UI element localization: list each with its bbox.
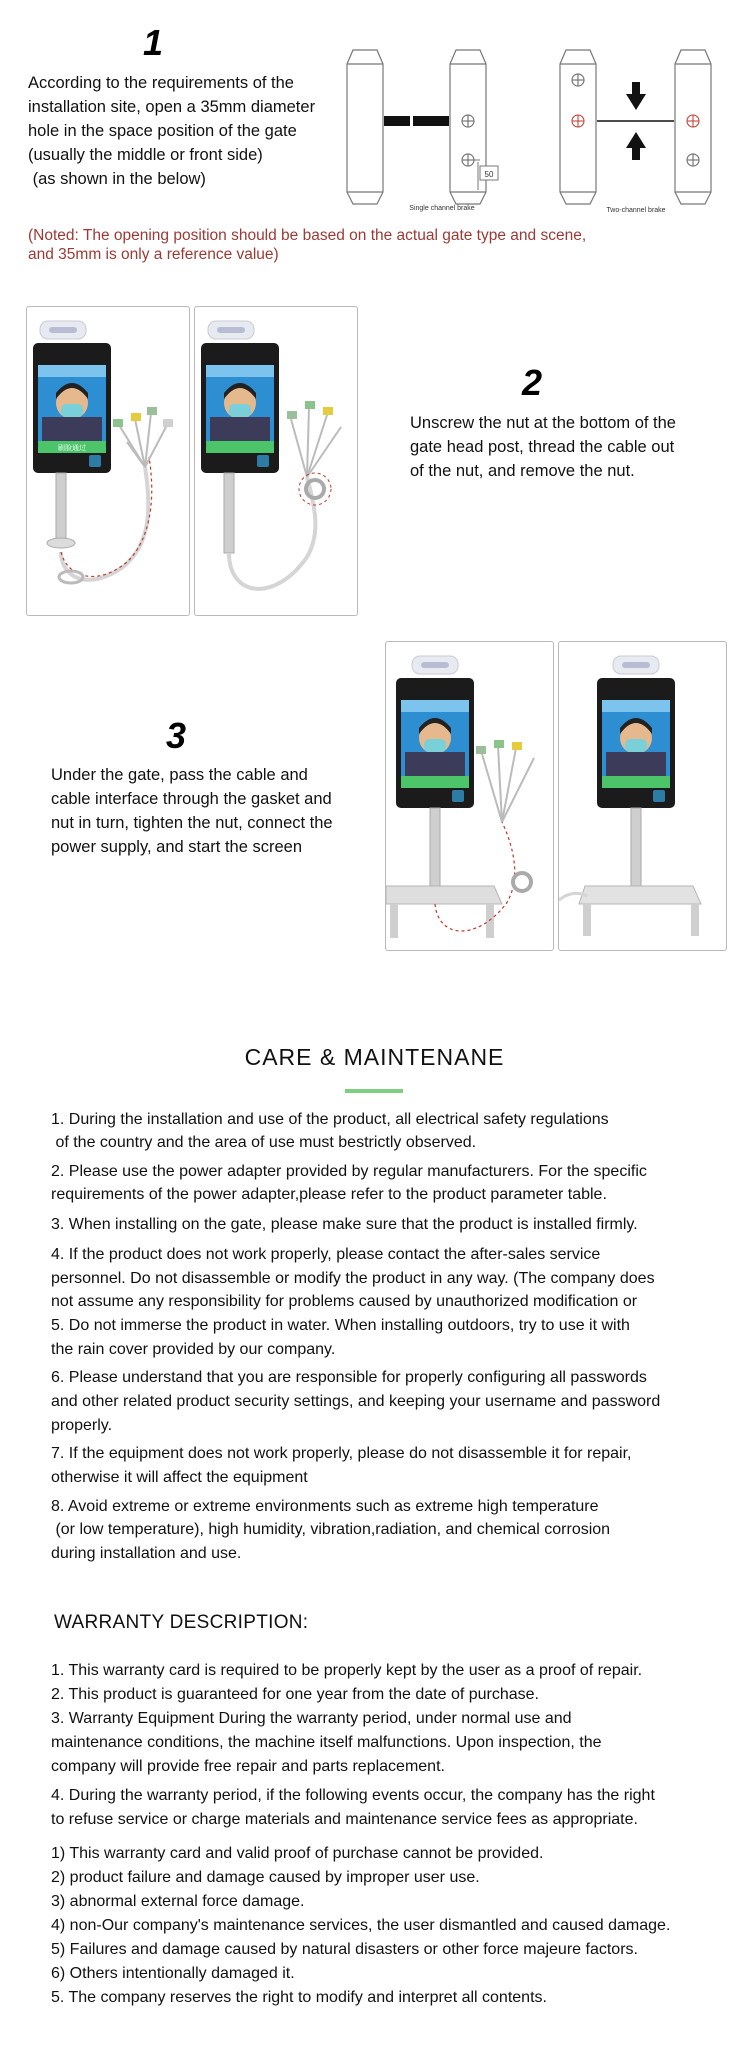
two-channel-gate (560, 50, 711, 204)
step-2-line: of the nut, and remove the nut. (410, 462, 635, 480)
product-photo-cabled (26, 306, 190, 616)
care-line: 3. When installing on the gate, please make sure that the product is installed firmly. (51, 1216, 638, 1233)
warranty-line: 3) abnormal external force damage. (51, 1893, 305, 1910)
barrier-arm (384, 116, 449, 126)
warranty-line: 4) non-Our company's maintenance services, the user dismantled and caused damage. (51, 1917, 671, 1934)
dimension-label: 50 (484, 170, 494, 179)
care-line: (or low temperature), high humidity, vibration,radiation, and chemical corrosion (51, 1521, 611, 1538)
care-line: 5. Do not immerse the product in water. When installing outdoors, try to use it with (51, 1317, 630, 1334)
step-1-line: According to the requirements of the (28, 74, 294, 92)
care-line: the rain cover provided by our company. (51, 1341, 336, 1358)
care-line: 6. Please understand that you are responsible for properly configuring all passwords (51, 1369, 647, 1386)
warranty-line: maintenance conditions, the machine itself malfunctions. Upon inspection, the (51, 1734, 602, 1751)
step-1-line: installation site, open a 35mm diameter (28, 98, 316, 116)
warranty-title: WARRANTY DESCRIPTION: (54, 1612, 309, 1633)
warranty-line: company will provide free repair and parts replacement. (51, 1758, 445, 1775)
warranty-line: 5) Failures and damage caused by natural disasters or other force majeure factors. (51, 1941, 638, 1958)
device-screen-text: 刷脸通过 (58, 445, 86, 452)
care-line: and other related product security settings, and keeping your username and password (51, 1393, 661, 1410)
two-channel-caption: Two-channel brake (606, 207, 666, 214)
warranty-line: to refuse service or charge materials and maintenance service fees as appropriate. (51, 1811, 638, 1828)
step-2-text (410, 411, 730, 483)
step-3-number: 3 (166, 715, 187, 756)
step-1-text (28, 71, 348, 191)
step-3-line: cable interface through the gasket and (51, 790, 332, 808)
care-line: 1. During the installation and use of the product, all electrical safety regulations (51, 1111, 609, 1128)
warranty-line: 2) product failure and damage caused by improper user use. (51, 1869, 480, 1886)
step-1-line: (as shown in the below) (28, 170, 206, 188)
note-line: (Noted: The opening position should be based on the actual gate type and scene, (28, 227, 587, 244)
warranty-line: 5. The company reserves the right to modify and interpret all contents. (51, 1989, 547, 2006)
step-2-line: gate head post, thread the cable out (410, 438, 675, 456)
single-channel-caption: Single channel brake (409, 205, 475, 212)
care-line: personnel. Do not disassemble or modify the product in any way. (The company does (51, 1270, 655, 1287)
warranty-line: 1) This warranty card and valid proof of purchase cannot be provided. (51, 1845, 544, 1862)
care-line: 7. If the equipment does not work properly, please do not disassemble it for repair, (51, 1445, 632, 1462)
step-3-line: nut in turn, tighten the nut, connect the (51, 814, 333, 832)
step-1-note (28, 226, 728, 264)
step-1-line: hole in the space position of the gate (28, 122, 297, 140)
care-title-underline (345, 1089, 403, 1093)
step-3-line: Under the gate, pass the cable and (51, 766, 308, 784)
care-title: CARE & MAINTENANE (244, 1044, 505, 1070)
step-1-line: (usually the middle or front side) (28, 146, 263, 164)
product-photo-nut-removed (194, 306, 358, 616)
care-line: 2. Please use the power adapter provided by regular manufacturers. For the specific (51, 1163, 647, 1180)
step-3-line: power supply, and start the screen (51, 838, 302, 856)
note-line: and 35mm is only a reference value) (28, 246, 279, 263)
warranty-line: 3. Warranty Equipment During the warranty period, under normal use and (51, 1710, 572, 1727)
single-channel-gate (347, 50, 486, 204)
care-line: otherwise it will affect the equipment (51, 1469, 308, 1486)
care-line: 4. If the product does not work properly, please contact the after-sales service (51, 1246, 601, 1263)
warranty-line: 2. This product is guaranteed for one year from the date of purchase. (51, 1686, 539, 1703)
care-line: of the country and the area of use must bestrictly observed. (51, 1134, 477, 1151)
warranty-line: 6) Others intentionally damaged it. (51, 1965, 295, 1982)
care-line: requirements of the power adapter,please refer to the product parameter table. (51, 1186, 607, 1203)
step-1-number: 1 (143, 22, 164, 63)
care-line: properly. (51, 1417, 113, 1434)
arrow-down-icon (626, 82, 646, 110)
care-line: during installation and use. (51, 1545, 242, 1562)
care-line: not assume any responsibility for problems caused by unauthorized modification or (51, 1293, 638, 1310)
gate-drilling-diagram (345, 42, 745, 214)
step-2-line: Unscrew the nut at the bottom of the (410, 414, 676, 432)
product-photo-installed (558, 641, 727, 951)
warranty-line: 1. This warranty card is required to be properly kept by the user as a proof of repair. (51, 1662, 643, 1679)
product-photo-under-gate (385, 641, 554, 951)
arrow-up-icon (626, 132, 646, 160)
care-line: 8. Avoid extreme or extreme environments such as extreme high temperature (51, 1498, 599, 1515)
warranty-line: 4. During the warranty period, if the following events occur, the company has the right (51, 1787, 655, 1804)
step-2-number: 2 (522, 362, 543, 403)
step-3-text (51, 763, 381, 859)
